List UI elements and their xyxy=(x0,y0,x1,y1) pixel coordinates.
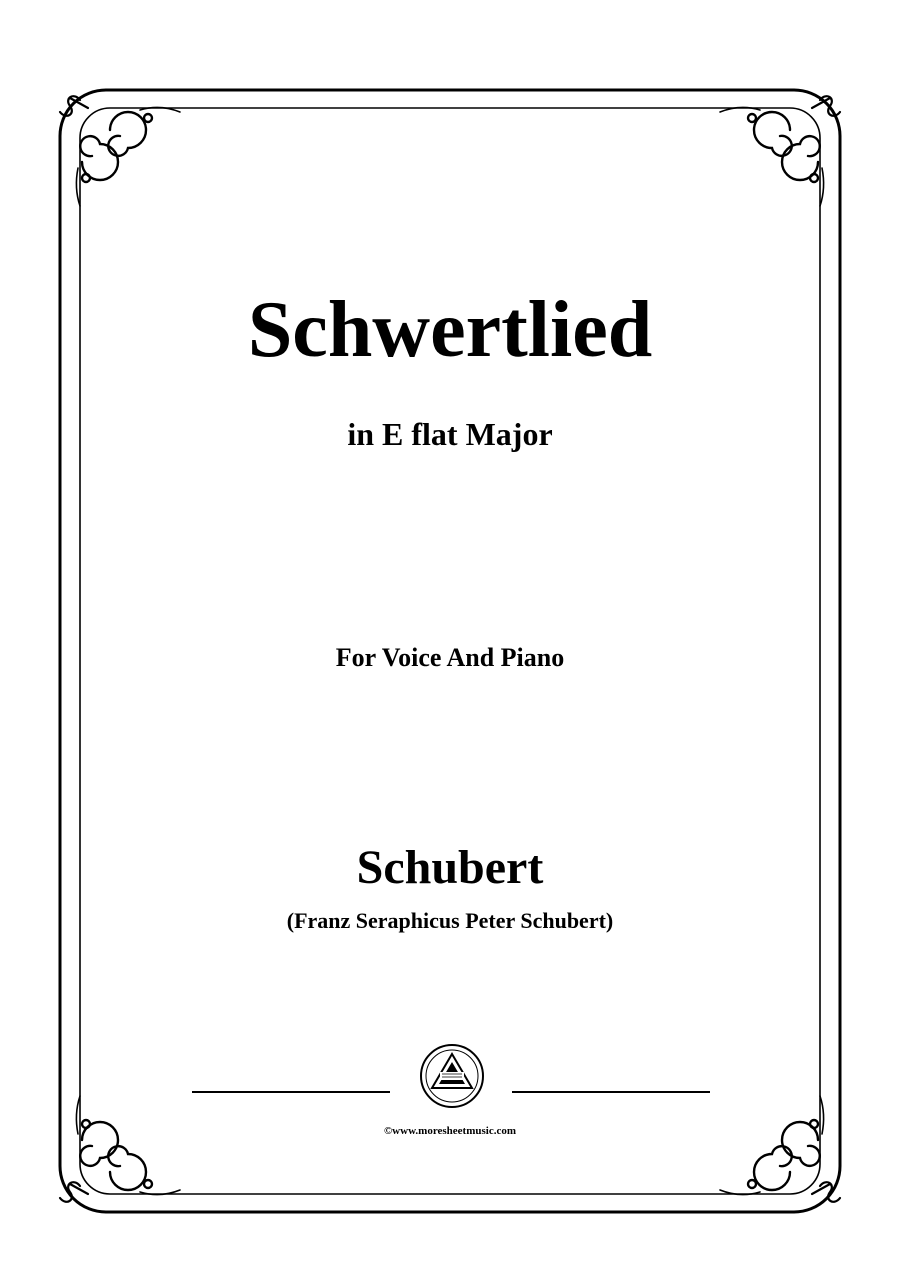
corner-scroll-top-left-icon xyxy=(76,107,180,206)
footer-rule-right xyxy=(512,1091,710,1093)
corner-scroll-bottom-right-icon xyxy=(720,1096,824,1195)
corner-scroll-top-right-icon xyxy=(720,107,824,206)
composer-full-name: (Franz Seraphicus Peter Schubert) xyxy=(286,908,614,933)
copyright-notice: ©www.moresheetmusic.com xyxy=(383,1125,517,1137)
score-instrumentation: For Voice And Piano xyxy=(335,643,565,672)
composer-name: Schubert xyxy=(356,841,544,894)
corner-scroll-bottom-left-icon xyxy=(76,1096,180,1195)
score-title: Schwertlied xyxy=(247,286,653,374)
sheet-music-seal-icon xyxy=(418,1042,486,1110)
footer-rule-left xyxy=(192,1091,390,1093)
score-key: in E flat Major xyxy=(347,416,553,452)
